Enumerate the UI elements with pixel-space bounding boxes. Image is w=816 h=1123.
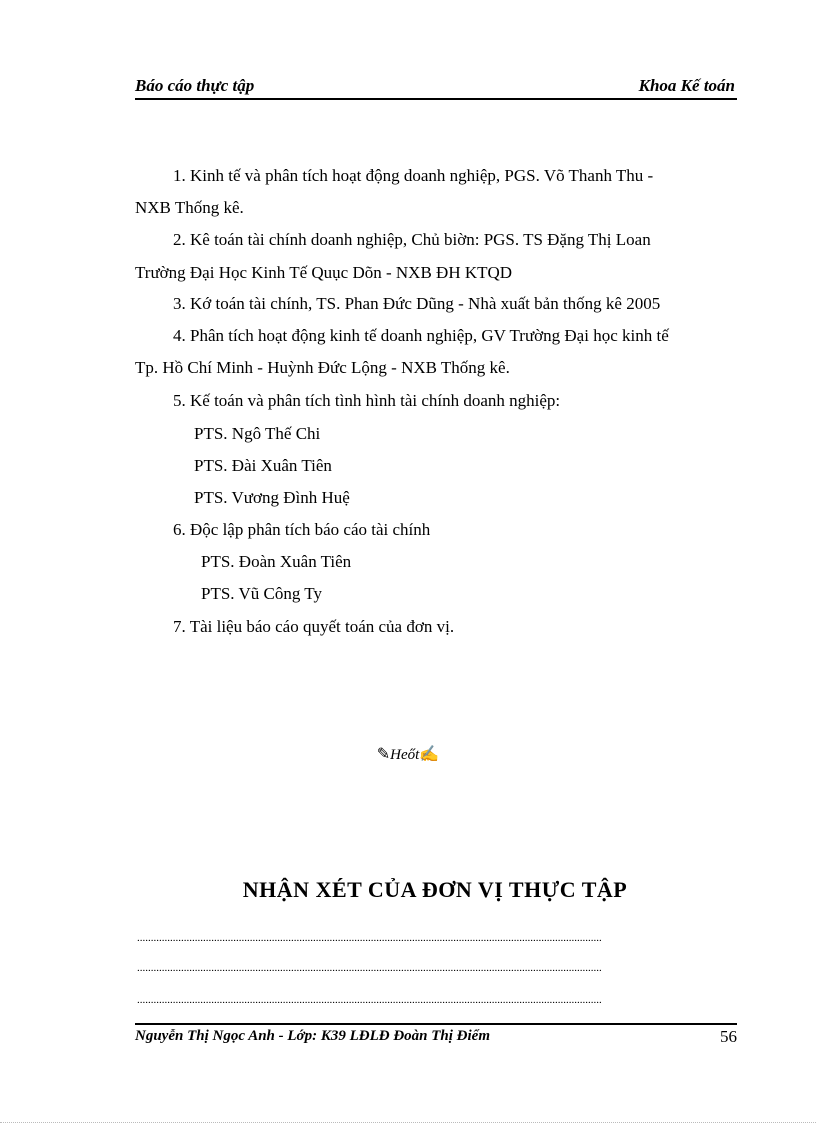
reference-line: 4. Phân tích hoạt động kinh tế doanh nghiệp, GV Trường Đại học kinh tế <box>173 326 669 345</box>
reference-line: Trường Đại Học Kinh Tế Quục Dõn - NXB ĐH KTQD <box>135 263 513 282</box>
reference-author: PTS. Vũ Công Ty <box>201 584 322 603</box>
reference-line: 7. Tài liệu báo cáo quyết toán của đơn vị. <box>173 617 455 636</box>
pencil-icon: ✎ <box>376 746 391 763</box>
reference-line: 2. Kê toán tài chính doanh nghiệp, Chủ biờn: PGS. TS Đặng Thị Loan <box>173 230 651 249</box>
end-marker-text: Heőt <box>390 747 420 763</box>
dotted-fill-line: ......................................................................................................................................................................... <box>137 994 602 1006</box>
page-number: 56 <box>720 1027 737 1046</box>
reference-line: Tp. Hồ Chí Minh - Huỳnh Đức Lộng - NXB Thống kê. <box>135 358 510 377</box>
dotted-fill-line: ......................................................................................................................................................................... <box>137 962 602 974</box>
writing-hand-icon: ✍ <box>419 746 440 763</box>
header-report-title: Báo cáo thực tập <box>135 76 255 95</box>
reference-author: PTS. Đoàn Xuân Tiên <box>201 552 352 571</box>
reference-author: PTS. Vương Đình Huệ <box>194 488 350 507</box>
section-title: NHẬN XÉT CỦA ĐƠN VỊ THỰC TẬP <box>242 877 628 902</box>
header-department: Khoa Kế toán <box>638 76 735 95</box>
page-header <box>135 76 737 100</box>
reference-line: 5. Kế toán và phân tích tình hình tài chính doanh nghiệp: <box>173 391 561 410</box>
footer-divider <box>135 1023 737 1025</box>
end-marker <box>0 744 816 764</box>
reference-line: 1. Kinh tế và phân tích hoạt động doanh nghiệp, PGS. Võ Thanh Thu - <box>173 166 654 185</box>
dotted-fill-line: ......................................................................................................................................................................... <box>137 932 602 944</box>
reference-line: 3. Kớ toán tài chính, TS. Phan Đức Dũng - Nhà xuất bản thống kê 2005 <box>173 294 661 313</box>
reference-author: PTS. Ngô Thế Chi <box>194 424 321 443</box>
page-footer <box>135 1028 737 1050</box>
reference-author: PTS. Đài Xuân Tiên <box>194 456 332 475</box>
reference-line: 6. Độc lập phân tích báo cáo tài chính <box>173 520 431 539</box>
reference-line: NXB Thống kê. <box>135 198 244 217</box>
footer-author: Nguyễn Thị Ngọc Anh - Lớp: K39 LĐLĐ Đoàn Thị Điểm <box>135 1028 490 1044</box>
